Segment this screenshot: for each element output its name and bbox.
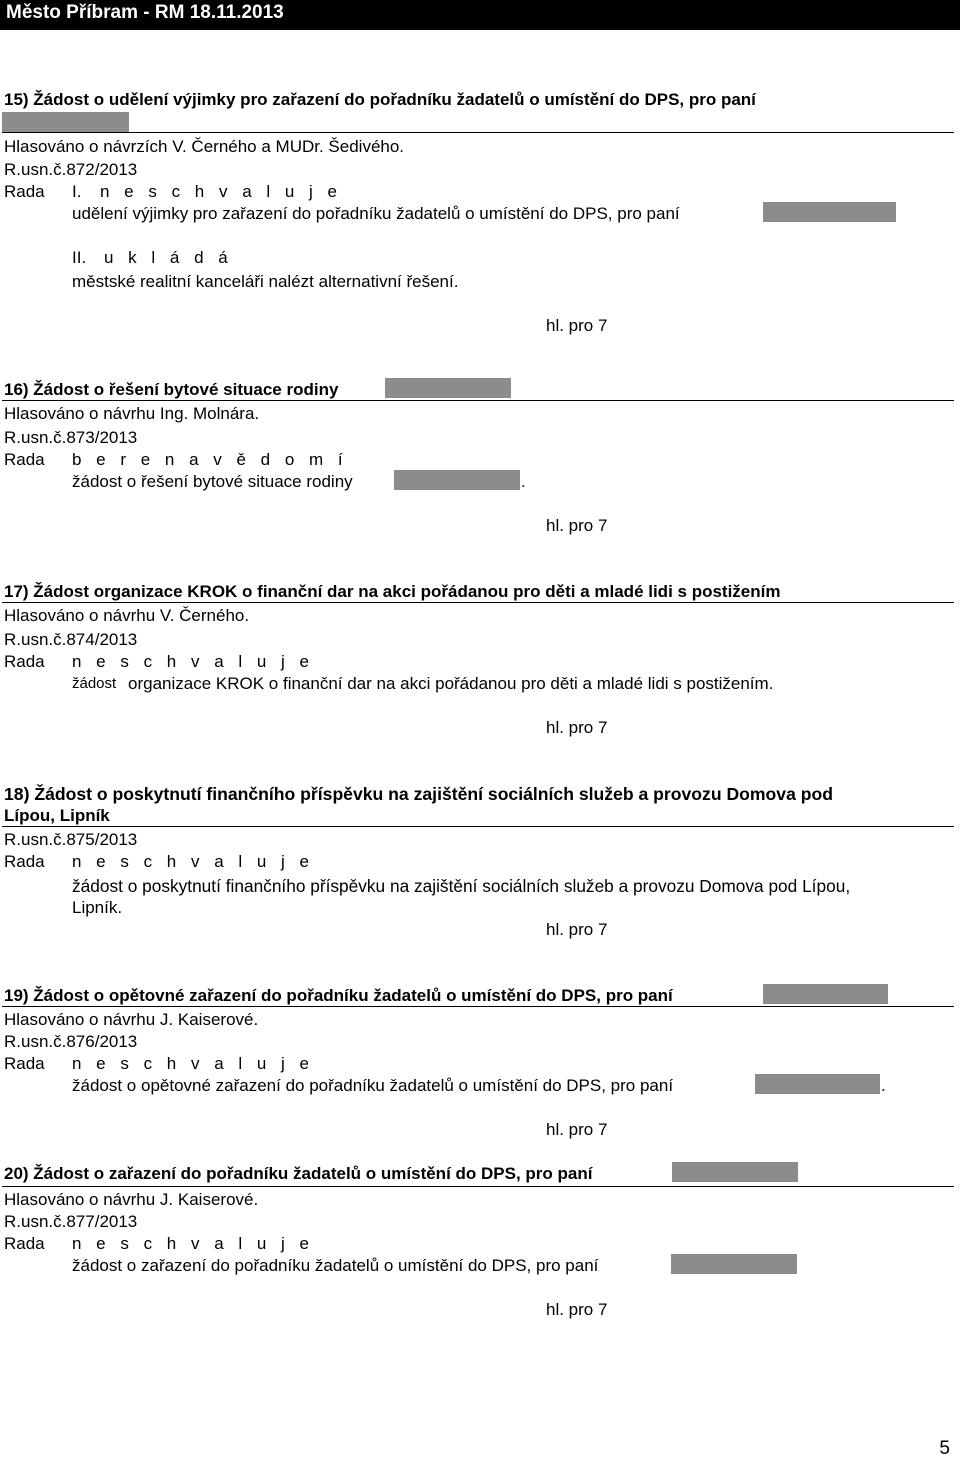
item-16-vote: Hlasováno o návrhu Ing. Molnára. — [4, 404, 260, 423]
item-16-vote-count: hl. pro 7 — [546, 516, 608, 535]
section-rule — [2, 602, 954, 603]
item-15-vote-count: hl. pro 7 — [546, 316, 608, 335]
item-16-text-tail: . — [521, 472, 526, 491]
item-18-rada: Rada — [4, 852, 45, 871]
page-number: 5 — [939, 1438, 950, 1459]
redaction-block — [763, 202, 896, 222]
item-17-rada: Rada — [4, 652, 45, 671]
item-19-resolution: R.usn.č.876/2013 — [4, 1032, 138, 1051]
section-rule — [2, 400, 954, 401]
item-17-vote-count: hl. pro 7 — [546, 718, 608, 737]
redaction-block — [672, 1162, 798, 1182]
item-19-vote: Hlasováno o návrhu J. Kaiserové. — [4, 1010, 259, 1029]
section-rule — [2, 1186, 954, 1187]
item-20-text: žádost o zařazení do pořadníku žadatelů o umístění do DPS, pro paní — [72, 1256, 599, 1275]
item-17-title: 17) Žádost organizace KROK o finanční dar na akci pořádanou pro děti a mladé lidi s postižením — [4, 582, 781, 601]
item-15-rada: Rada — [4, 182, 45, 201]
item-20-verb: n e s c h v a l u j e — [72, 1234, 315, 1253]
item-15-title: 15) Žádost o udělení výjimky pro zařazení do pořadníku žadatelů o umístění do DPS, pro paní — [4, 90, 756, 109]
item-18-text-line-2: Lipník. — [72, 898, 123, 917]
item-16-title: 16) Žádost o řešení bytové situace rodiny — [4, 380, 339, 399]
item-15-roman-1: I. — [72, 182, 82, 201]
section-rule — [2, 1006, 954, 1007]
item-17-verb: n e s c h v a l u j e — [72, 652, 315, 671]
item-17-vote: Hlasováno o návrhu V. Černého. — [4, 606, 250, 625]
redaction-block — [394, 470, 520, 490]
item-19-title: 19) Žádost o opětovné zařazení do pořadníku žadatelů o umístění do DPS, pro paní — [4, 986, 673, 1005]
item-15-text-1: udělení výjimky pro zařazení do pořadníku žadatelů o umístění do DPS, pro paní — [72, 204, 680, 223]
section-rule — [2, 132, 954, 133]
item-15-text-2: městské realitní kanceláři nalézt alternativní řešení. — [72, 272, 459, 291]
item-19-verb: n e s c h v a l u j e — [72, 1054, 315, 1073]
section-rule — [2, 826, 954, 827]
item-17-resolution: R.usn.č.874/2013 — [4, 630, 138, 649]
item-16-text: žádost o řešení bytové situace rodiny — [72, 472, 353, 491]
item-19-vote-count: hl. pro 7 — [546, 1120, 608, 1139]
item-15-vote: Hlasováno o návrzích V. Černého a MUDr. Šedivého. — [4, 137, 405, 156]
item-18-vote-count: hl. pro 7 — [546, 920, 608, 939]
item-20-resolution: R.usn.č.877/2013 — [4, 1212, 138, 1231]
item-16-rada: Rada — [4, 450, 45, 469]
redaction-block — [763, 984, 888, 1004]
redaction-block — [385, 378, 511, 398]
redaction-block — [671, 1254, 797, 1274]
item-18-resolution: R.usn.č.875/2013 — [4, 830, 138, 849]
header-title: Město Příbram - RM 18.11.2013 — [6, 2, 284, 23]
item-20-vote-count: hl. pro 7 — [546, 1300, 608, 1319]
item-20-title: 20) Žádost o zařazení do pořadníku žadatelů o umístění do DPS, pro paní — [4, 1164, 593, 1183]
redaction-block — [755, 1074, 880, 1094]
item-16-resolution: R.usn.č.873/2013 — [4, 428, 138, 447]
item-18-verb: n e s c h v a l u j e — [72, 852, 315, 871]
redaction-block — [2, 112, 129, 132]
item-15-roman-2: II. — [72, 248, 87, 267]
item-15-verb-2: u k l á d á — [104, 248, 233, 267]
item-19-rada: Rada — [4, 1054, 45, 1073]
item-15-verb-1: n e s c h v a l u j e — [100, 182, 343, 201]
item-16-verb: b e r e n a v ě d o m í — [72, 450, 348, 469]
item-17-text-b: organizace KROK o finanční dar na akci pořádanou pro děti a mladé lidi s postižením. — [128, 674, 774, 693]
item-18-title-line-1: 18) Žádost o poskytnutí finančního příspěvku na zajištění sociálních služeb a provozu Domova pod — [4, 784, 833, 804]
item-20-vote: Hlasováno o návrhu J. Kaiserové. — [4, 1190, 259, 1209]
page-header — [0, 0, 960, 30]
item-15-resolution: R.usn.č.872/2013 — [4, 160, 138, 179]
item-17-text-a: žádost — [72, 675, 117, 692]
item-19-text: žádost o opětovné zařazení do pořadníku žadatelů o umístění do DPS, pro paní — [72, 1076, 674, 1095]
item-18-text-line-1: žádost o poskytnutí finančního příspěvku na zajištění sociálních služeb a provozu Domova pod Lípou, — [72, 876, 851, 896]
item-18-title-line-2: Lípou, Lipník — [4, 806, 110, 825]
item-20-rada: Rada — [4, 1234, 45, 1253]
item-19-text-tail: . — [881, 1076, 886, 1095]
